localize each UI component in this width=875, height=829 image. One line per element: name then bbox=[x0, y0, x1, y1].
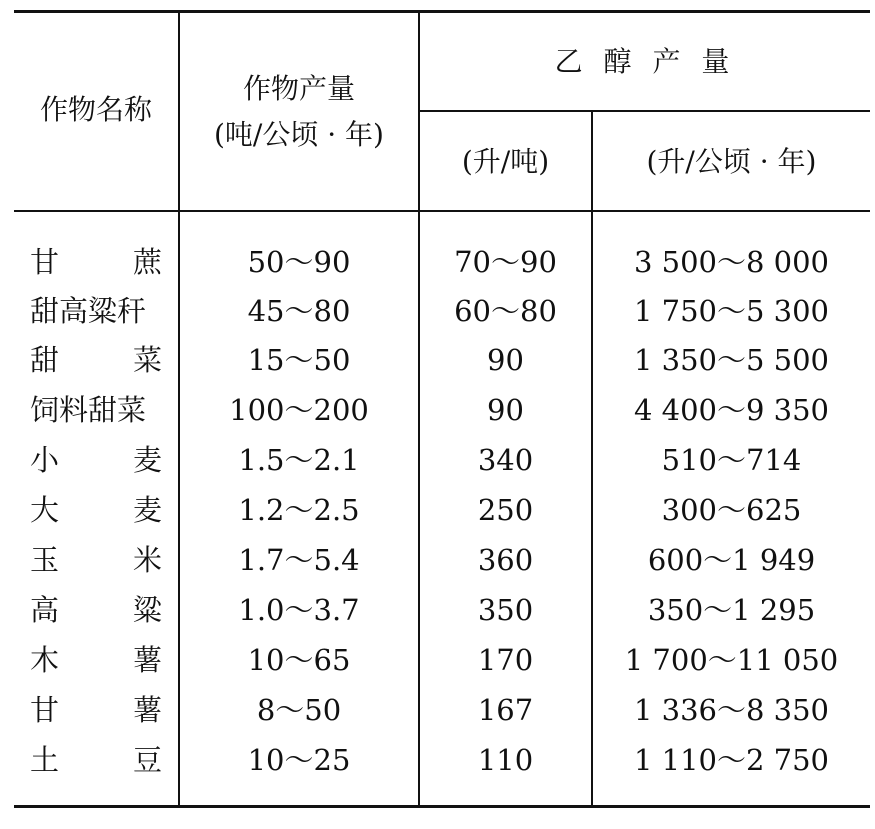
crop-name-part: 土 bbox=[30, 743, 60, 777]
ethanol-per-hectare-cell: 350～1 295 bbox=[647, 593, 816, 627]
crop-name-cell bbox=[30, 291, 162, 331]
crop-name-part: 薯 bbox=[132, 643, 162, 677]
ethanol-per-ton-cell: 167 bbox=[477, 693, 534, 727]
ethanol-per-hectare-cell: 510～714 bbox=[661, 443, 802, 477]
ethanol-per-ton-cell: 70～90 bbox=[454, 245, 557, 279]
ethanol-subheader-rule bbox=[418, 110, 870, 112]
ethanol-per-hectare-cell: 1 750～5 300 bbox=[633, 294, 830, 328]
ethanol-per-ton-cell: 350 bbox=[477, 593, 534, 627]
crop-name-cell bbox=[30, 590, 162, 630]
crop-name-part: 菜 bbox=[132, 343, 162, 377]
crop-name-cell bbox=[30, 390, 162, 430]
crop-yield-cell: 1.0～3.7 bbox=[238, 593, 360, 627]
ethanol-per-ton-cell: 170 bbox=[477, 643, 534, 677]
ethanol-per-ton-cell: 110 bbox=[477, 743, 534, 777]
crop-name-part: 蔗 bbox=[132, 245, 162, 279]
crop-name-part: 玉 bbox=[30, 543, 60, 577]
crop-yield-cell: 1.5～2.1 bbox=[238, 443, 360, 477]
top-rule bbox=[14, 10, 870, 13]
ethanol-per-hectare-cell: 600～1 949 bbox=[647, 543, 816, 577]
crop-yield-cell: 45～80 bbox=[247, 294, 351, 328]
crop-name-part: 麦 bbox=[132, 443, 162, 477]
header-per-hectare: (升/公顷 · 年) bbox=[646, 145, 817, 178]
header-rule bbox=[14, 210, 870, 212]
crop-name-cell bbox=[30, 242, 162, 282]
crop-yield-cell: 50～90 bbox=[247, 245, 351, 279]
header-ethanol-yield: 乙 醇 产 量 bbox=[554, 45, 736, 78]
ethanol-per-hectare-cell: 300～625 bbox=[661, 493, 802, 527]
crop-yield-cell: 100～200 bbox=[229, 393, 369, 427]
header-per-ton: (升/吨) bbox=[461, 145, 550, 178]
ethanol-per-ton-cell: 60～80 bbox=[454, 294, 557, 328]
header-crop-yield: 作物产量 bbox=[242, 72, 355, 105]
crop-name-part: 甜 bbox=[30, 343, 60, 377]
header-crop-yield-unit: (吨/公顷 · 年) bbox=[214, 118, 384, 151]
crop-name-cell bbox=[30, 490, 162, 530]
crop-name-part: 米 bbox=[132, 543, 162, 577]
crop-name-cell bbox=[30, 690, 162, 730]
crop-name-cell bbox=[30, 640, 162, 680]
crop-yield-cell: 1.7～5.4 bbox=[238, 543, 360, 577]
ethanol-per-hectare-cell: 3 500～8 000 bbox=[633, 245, 830, 279]
ethanol-per-ton-cell: 90 bbox=[487, 343, 524, 377]
crop-name-cell bbox=[30, 540, 162, 580]
crop-name-part: 木 bbox=[30, 643, 60, 677]
crop-name-cell bbox=[30, 340, 162, 380]
crop-name-part: 甘 bbox=[30, 245, 60, 279]
ethanol-per-ton-cell: 90 bbox=[487, 393, 524, 427]
crop-name-part: 薯 bbox=[132, 693, 162, 727]
ethanol-per-ton-cell: 250 bbox=[477, 493, 534, 527]
crop-name-part: 小 bbox=[30, 443, 60, 477]
crop-name-part: 甜高粱秆 bbox=[30, 294, 147, 328]
ethanol-per-hectare-cell: 1 110～2 750 bbox=[633, 743, 830, 777]
ethanol-per-hectare-cell: 4 400～9 350 bbox=[633, 393, 830, 427]
crop-name-part: 豆 bbox=[132, 743, 162, 777]
ethanol-per-hectare-cell: 1 350～5 500 bbox=[633, 343, 830, 377]
crop-yield-cell: 10～25 bbox=[247, 743, 351, 777]
crop-yield-cell: 8～50 bbox=[256, 693, 342, 727]
crop-name-part: 粱 bbox=[132, 593, 162, 627]
crop-yield-cell: 15～50 bbox=[247, 343, 351, 377]
crop-name-cell bbox=[30, 440, 162, 480]
crop-yield-cell: 1.2～2.5 bbox=[238, 493, 360, 527]
crop-name-part: 高 bbox=[30, 593, 60, 627]
crop-name-part: 麦 bbox=[132, 493, 162, 527]
crop-name-cell bbox=[30, 740, 162, 780]
bottom-rule bbox=[14, 805, 870, 808]
ethanol-per-ton-cell: 340 bbox=[477, 443, 534, 477]
ethanol-per-hectare-cell: 1 700～11 050 bbox=[624, 643, 839, 677]
crop-name-part: 甘 bbox=[30, 693, 60, 727]
ethanol-per-ton-cell: 360 bbox=[477, 543, 534, 577]
crop-name-part: 大 bbox=[30, 493, 60, 527]
header-crop-name: 作物名称 bbox=[39, 93, 152, 126]
crop-name-part: 饲料甜菜 bbox=[30, 393, 147, 427]
crop-yield-cell: 10～65 bbox=[247, 643, 351, 677]
ethanol-per-hectare-cell: 1 336～8 350 bbox=[633, 693, 830, 727]
